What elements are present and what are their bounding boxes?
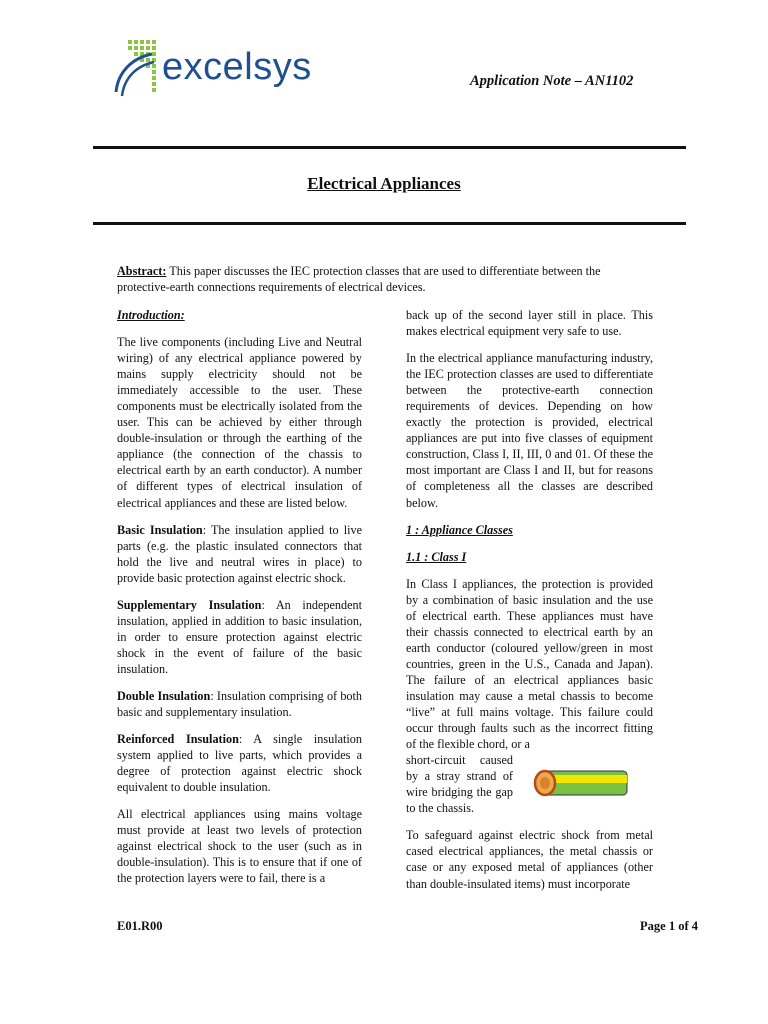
introduction-heading: Introduction: [117, 308, 185, 322]
definition-supplementary [117, 597, 362, 677]
definition-reinforced [117, 731, 362, 795]
abstract-label: Abstract: [117, 264, 167, 278]
definition-term: Basic Insulation [117, 522, 203, 537]
brand-name: excelsys [162, 46, 312, 88]
abstract [117, 263, 652, 295]
continuation-text: back up of the second layer still in place. This makes electrical equipment very safe to use. [406, 308, 653, 339]
definition-text: : The insulation applied to live parts (e.g. the plastic insulated connectors that hold the live and neutral wires in place) to provide basic protection against electric shock. [117, 522, 362, 585]
subsection-heading: 1.1 : Class I [406, 549, 467, 564]
definition-basic [117, 522, 362, 586]
top-rule [93, 146, 686, 149]
definition-text: : A single insulation system applied to live parts, which provides a degree of protection against electric shock equivalent to double insulation. [117, 732, 362, 795]
section-heading: 1 : Appliance Classes [406, 522, 513, 537]
definition-text: : An independent insulation, applied in addition to basic insulation, in order to ensure protection against electric shock in the event of failure of the basic insulation. [117, 597, 362, 676]
application-note-label: Application Note – AN1102 [470, 73, 634, 89]
closing-text: All electrical appliances using mains voltage must provide at least two levels of protection against electrical shock to the user (such as in double-insulation). This is to ensure that if one of the protection layers were to fail, there is a [117, 807, 362, 886]
definition-term: Reinforced Insulation [117, 732, 239, 747]
safeguard-text: To safeguard against electric shock from metal cased electrical appliances, the metal chassis or case or any exposed metal of appliances (other than double-insulated items) must incorporate [406, 828, 653, 891]
document-title: Electrical Appliances [307, 174, 461, 193]
definition-term: Supplementary Insulation [117, 597, 262, 612]
definition-double [117, 688, 362, 720]
right-column [406, 307, 653, 903]
earth-wire-cable-icon [531, 766, 631, 800]
iec-classes-text: In the electrical appliance manufacturing industry, the IEC protection classes are used to differentiate between the protective-earth connection requirements of devices. Depending on how exactly the protection is provided, electrical appliances are put into five classes of equipment construction, Class I, II, III, 0 and 01. Of these the most important are Class I and II, but for reasons of completeness all the classes are described below. [406, 351, 653, 510]
bottom-rule [93, 222, 686, 225]
excelsys-logo [112, 36, 322, 102]
document-code: E01.R00 [117, 919, 163, 933]
definition-text: : Insulation comprising of both basic and supplementary insulation. [117, 688, 362, 720]
page-number: Page 1 of 4 [640, 919, 698, 933]
cable-figure-row [406, 752, 653, 816]
class1-text: In Class I appliances, the protection is provided by a combination of basic insulation and the use of electrical earth. These appliances must have their chassis connected to electrical earth by an earth conductor (coloured yellow/green in most countries, green in the U.S., Canada and Japan). The failure of an electrical appliances basic insulation may cause a metal chassis to become “live” at full mains voltage. This failure could occur through faults such as the incorrect fitting of the flexible chord, or a [406, 576, 653, 752]
class1-tail-text: short-circuit caused by a stray strand of wire bridging the gap to the chassis. [406, 753, 513, 816]
abstract-text: This paper discusses the IEC protection classes that are used to differentiate between the protective-earth connections requirements of electrical devices. [117, 264, 601, 294]
definition-term: Double Insulation [117, 688, 211, 703]
introduction-text: The live components (including Live and Neutral wiring) of any electrical appliance powered by mains supply electricity should not be immediately accessible to the user. These components must be electrically isolated from the user. This can be achieved by either through double-insulation or through the earthing of the appliance (the connection of the chassis to electrical earth by an earth conductor). A number of different types of electrical insulation of electrical appliances and these are listed below. [117, 335, 362, 510]
left-column [117, 307, 362, 898]
